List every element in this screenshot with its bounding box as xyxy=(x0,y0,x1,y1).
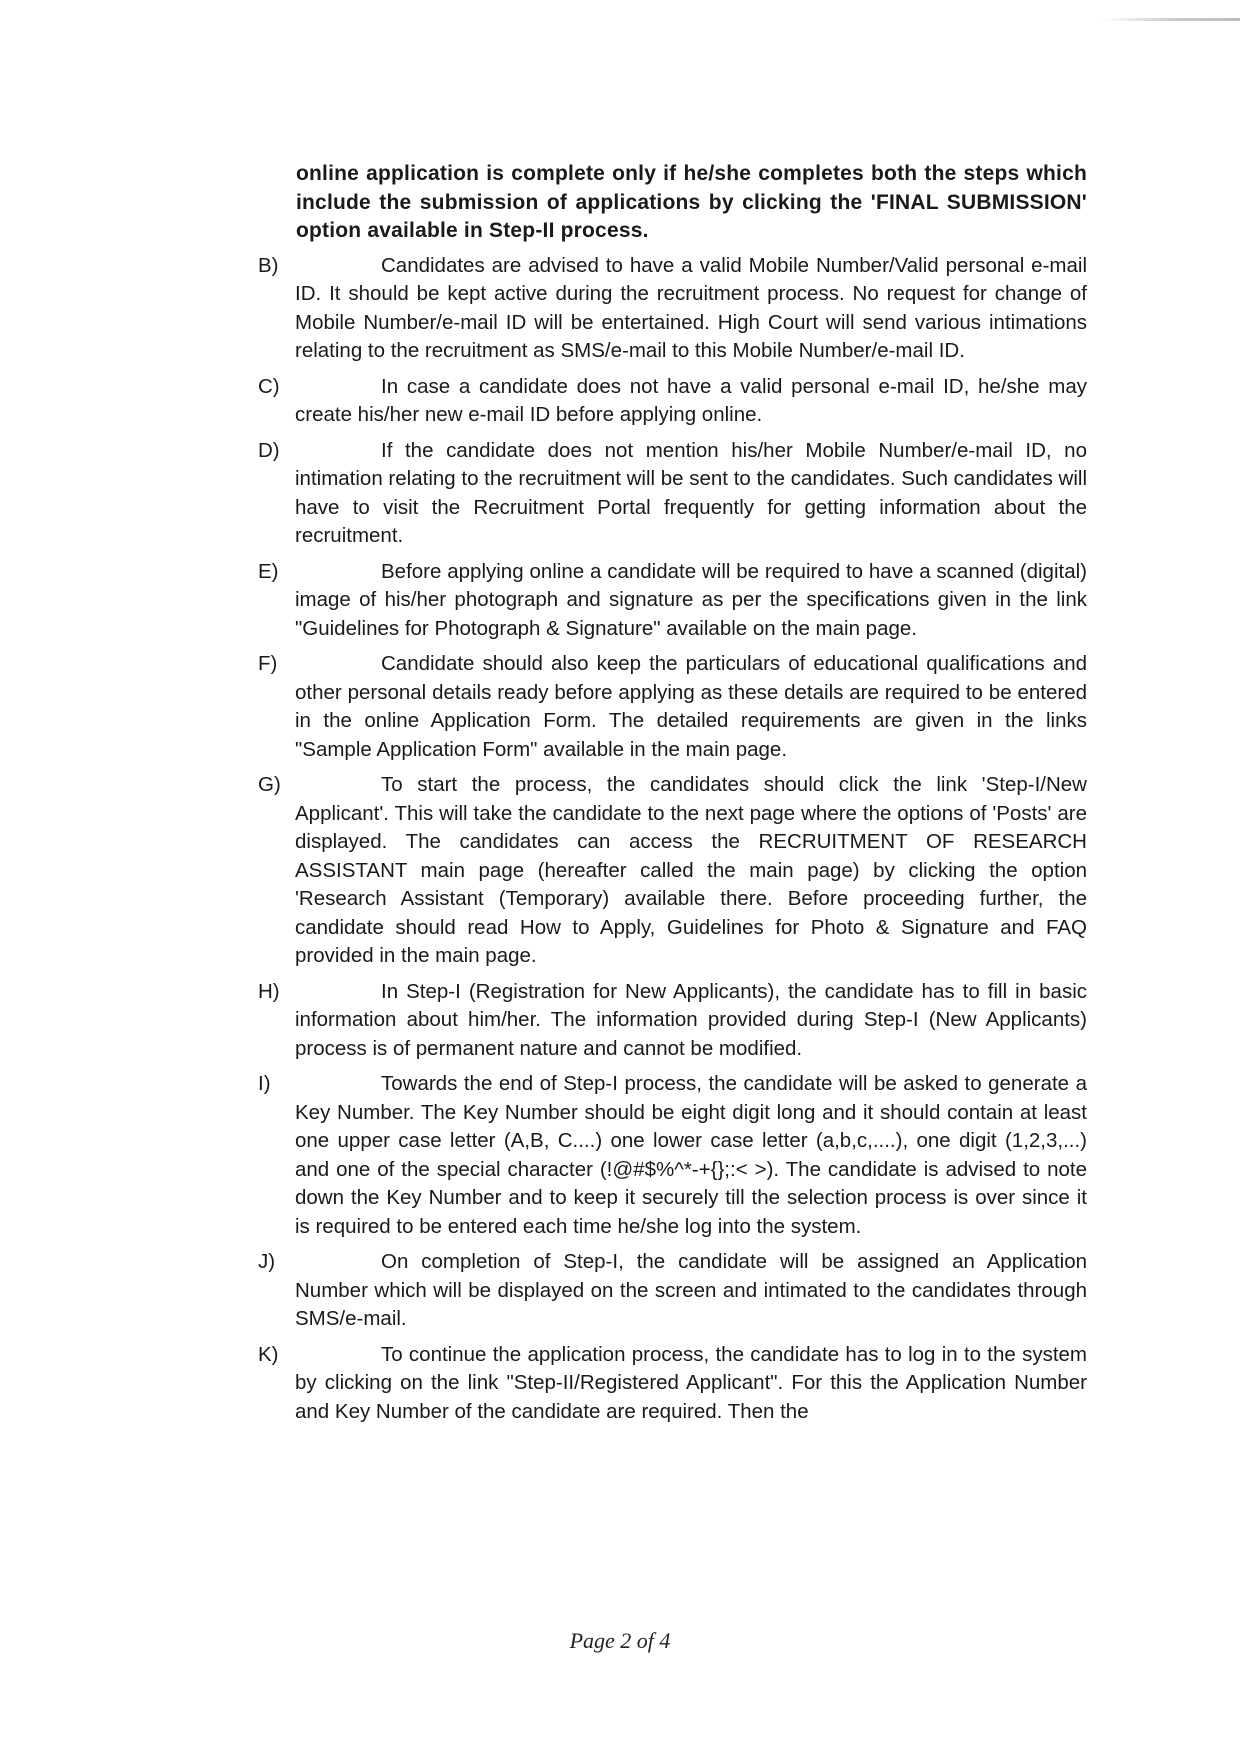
item-label: J) xyxy=(258,1250,276,1273)
list-item-f xyxy=(255,650,1087,764)
item-label: E) xyxy=(258,559,279,583)
item-text: In case a candidate does not have a valid personal e-mail ID, he/she may create his/her new e-mail ID before applying online. xyxy=(295,374,1087,426)
item-text: Towards the end of Step-I process, the candidate will be asked to generate a Key Number. The Key Number should be eight digit long and it should contain at least one upper case letter (A,B, C....) one lower case letter (a,b,c,....), one digit (1,2,3,...) and one of the special character (!@#$%^*-+{};:< >). The candidate is advised to note down the Key Number and to keep it securely till the selection process is over since it is required to be entered each time he/she log into the system. xyxy=(295,1072,1087,1238)
list-item-j xyxy=(255,1248,1087,1334)
intro-paragraph: online application is complete only if he/she completes both the steps which include the submission of applications by clicking the 'FINAL SUBMISSION' option available in Step-II process. xyxy=(296,162,1087,242)
list-item-h xyxy=(255,978,1087,1064)
page-number: Page 2 of 4 xyxy=(569,1628,671,1653)
item-label: B) xyxy=(258,253,279,277)
list-item-i xyxy=(255,1070,1087,1241)
item-text: To continue the application process, the candidate has to log in to the system by clicking on the link "Step-II/Registered Applicant". For this the Application Number and Key Number of the candidate are required. Then the xyxy=(295,1342,1087,1423)
list-item-d xyxy=(255,437,1087,551)
item-label: F) xyxy=(258,652,278,675)
item-text: Candidate should also keep the particulars of educational qualifications and other personal details ready before applying as these details are required to be entered in the online Application Form. The detailed requirements are given in the links "Sample Application Form" available in the main page. xyxy=(295,652,1087,761)
item-label: K) xyxy=(258,1342,279,1366)
list-item-b xyxy=(255,252,1087,366)
item-label: C) xyxy=(258,374,280,398)
list-item-e xyxy=(255,558,1087,644)
item-text: Candidates are advised to have a valid Mobile Number/Valid personal e-mail ID. It should be kept active during the recruitment process. No request for change of Mobile Number/e-mail ID will be entertained. High Court will send various intimations relating to the recruitment as SMS/e-mail to this Mobile Number/e-mail ID. xyxy=(295,253,1087,362)
item-text: On completion of Step-I, the candidate will be assigned an Application Number which will be displayed on the screen and intimated to the candidates through SMS/e-mail. xyxy=(295,1250,1087,1330)
item-label: I) xyxy=(258,1072,271,1095)
item-label: H) xyxy=(258,979,280,1003)
scan-artifact xyxy=(1100,18,1240,21)
list-item-k xyxy=(255,1341,1087,1427)
item-text: If the candidate does not mention his/her Mobile Number/e-mail ID, no intimation relating to the recruitment will be sent to the candidates. Such candidates will have to visit the Recruitment Portal frequently for getting information about the recruitment. xyxy=(295,438,1087,547)
item-text: In Step-I (Registration for New Applicants), the candidate has to fill in basic information about him/her. The information provided during Step-I (New Applicants) process is of permanent nature and cannot be modified. xyxy=(295,979,1087,1060)
document-body xyxy=(255,160,1087,1433)
list-item-c xyxy=(255,373,1087,430)
item-text: Before applying online a candidate will be required to have a scanned (digital) image of his/her photograph and signature as per the specifications given in the link "Guidelines for Photograph & Signature" available on the main page. xyxy=(295,559,1087,640)
list-item-g xyxy=(255,771,1087,971)
item-label: D) xyxy=(258,438,280,462)
item-text: To start the process, the candidates should click the link 'Step-I/New Applicant'. This will take the candidate to the next page where the options of 'Posts' are displayed. The candidates can access the RECRUITMENT OF RESEARCH ASSISTANT main page (hereafter called the main page) by clicking the option 'Research Assistant (Temporary) available there. Before proceeding further, the candidate should read How to Apply, Guidelines for Photo & Signature and FAQ provided in the main page. xyxy=(295,773,1087,967)
item-label: G) xyxy=(258,773,281,796)
